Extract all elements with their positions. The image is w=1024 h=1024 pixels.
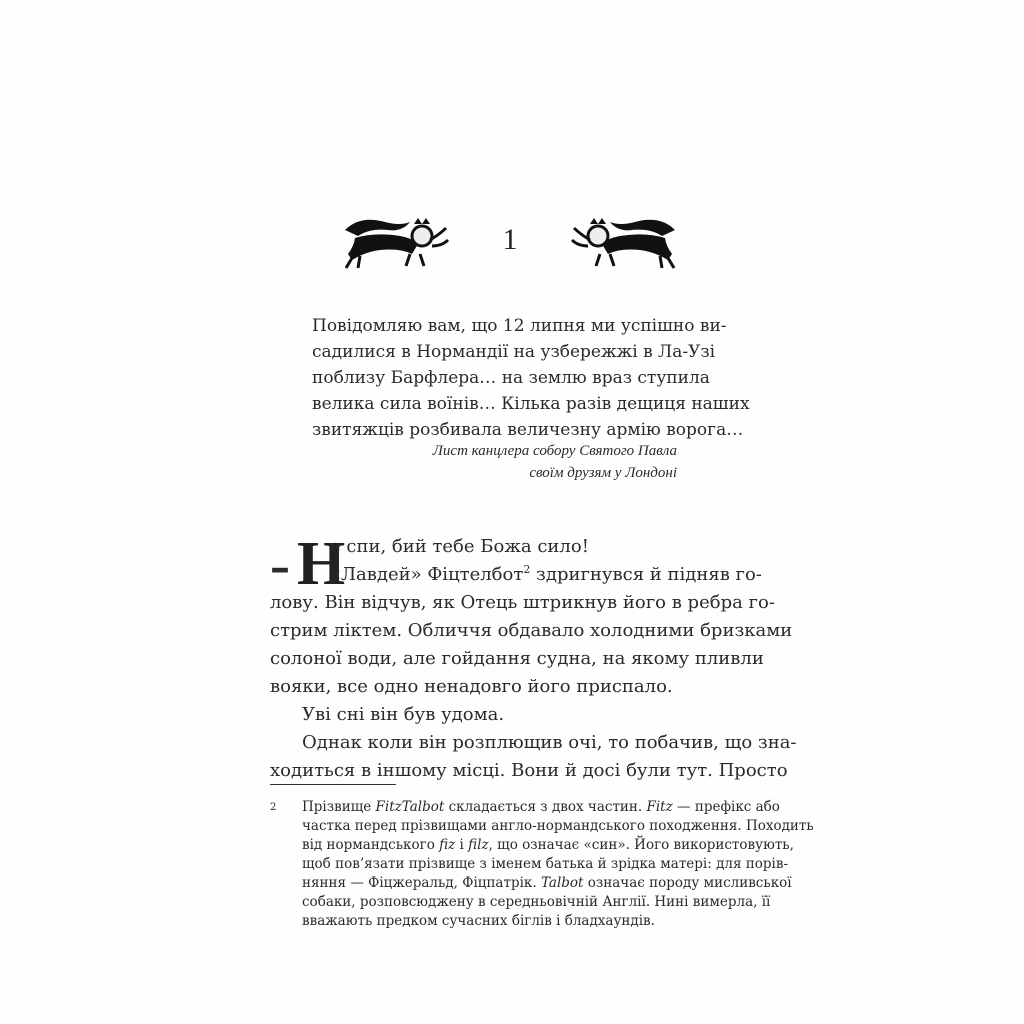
- body-line: Уві сні він був удома.: [302, 704, 505, 725]
- griffin-ornament-left-icon: [340, 210, 450, 270]
- body-line: [270, 561, 762, 589]
- footnote-divider: [270, 784, 396, 785]
- footnote-line: няння — Фіцжеральд, Фіцпатрік. Talbot означає породу мисливської: [302, 875, 792, 891]
- footnote-line: собаки, розповсюджену в середньовічній Англії. Нині вимерла, її: [302, 894, 771, 910]
- body-line: лову. Він відчув, як Отець штрикнув його в ребра го-: [270, 592, 775, 613]
- epigraph-attribution: [312, 440, 677, 484]
- footnote-line: від нормандського fiz і filz, що означає «син». Його використовують,: [302, 837, 794, 853]
- epigraph-line: поблизу Барфлера… на землю враз ступила: [312, 368, 710, 388]
- footnote-mark: 2: [270, 802, 277, 813]
- griffin-ornament-right-icon: [570, 210, 680, 270]
- attribution-line: своїм друзям у Лондоні: [529, 465, 677, 481]
- drop-cap: Н: [297, 530, 346, 598]
- chapter-heading: [340, 210, 680, 270]
- body-line: стрим ліктем. Обличчя обдавало холодними бризками: [270, 620, 793, 641]
- body-text-fragment: здригнувся й підняв го-: [530, 564, 762, 585]
- epigraph-line: звитяжців розбивала величезну армію ворога…: [312, 420, 744, 440]
- body-line: вояки, все одно ненадовго його приспало.: [270, 676, 673, 697]
- epigraph: [312, 313, 750, 443]
- footnote-line: вважають предком сучасних біглів і бладхаундів.: [302, 913, 655, 929]
- footnote-line: щоб пов’язати прізвище з іменем батька й зрідка матері: для порів-: [302, 856, 789, 872]
- footnote-line: частка перед прізвищами англо-нормандського походження. Походить: [302, 818, 814, 834]
- attribution-line: Лист канцлера собору Святого Павла: [432, 443, 677, 459]
- epigraph-line: садилися в Нормандії на узбережжі в Ла-Узі: [312, 342, 716, 362]
- epigraph-line: велика сила воїнів… Кілька разів дещиця наших: [312, 394, 750, 414]
- body-line: солоної води, але гойдання судна, на якому пливли: [270, 648, 764, 669]
- body-line: Однак коли він розплющив очі, то побачив, що зна-: [302, 732, 797, 753]
- footnote: [270, 798, 814, 931]
- body-line: е спи, бий тебе Божа сило!: [330, 536, 589, 557]
- epigraph-line: Повідомляю вам, що 12 липня ми успішно ви-: [312, 316, 727, 336]
- dialogue-dash: –: [270, 544, 290, 591]
- body-text-fragment: «Лавдей» Фіцтелбот: [330, 564, 524, 585]
- body-text: [270, 530, 797, 785]
- footnote-line: Прізвище FitzTalbot складається з двох частин. Fitz — префікс або: [302, 799, 780, 815]
- body-line: ходиться в іншому місці. Вони й досі були тут. Просто: [270, 760, 788, 781]
- footnote-ref[interactable]: 2: [523, 563, 531, 576]
- chapter-number: 1: [502, 223, 518, 256]
